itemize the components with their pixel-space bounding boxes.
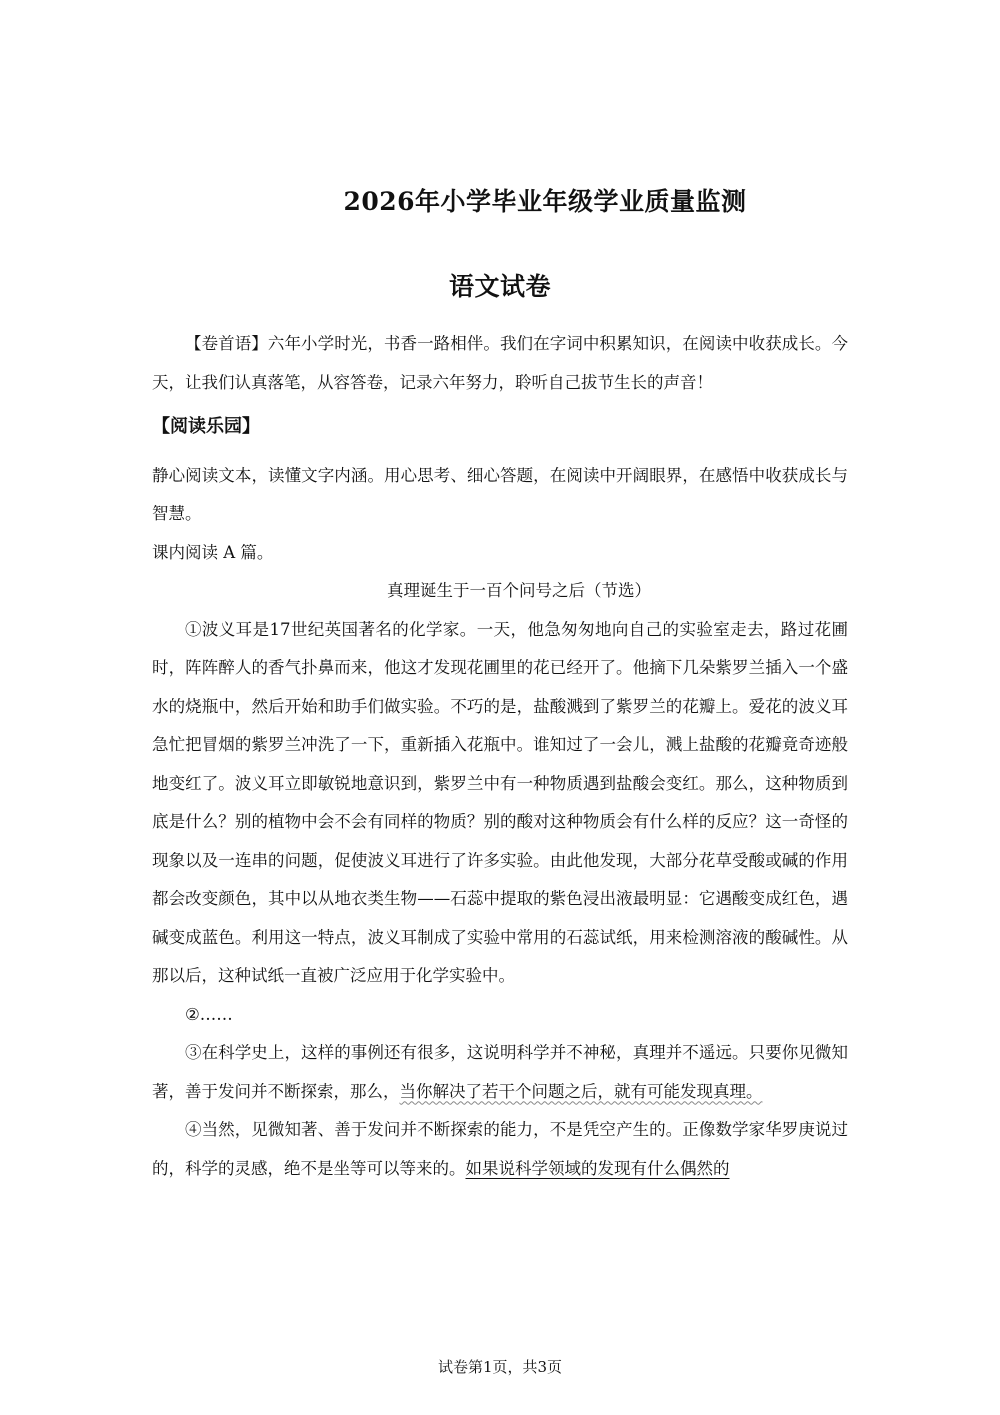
passage-title: 真理诞生于一百个问号之后（节选） xyxy=(387,581,651,600)
passage-paragraph-4 xyxy=(152,1111,848,1188)
intro-paragraph: 【卷首语】六年小学时光，书香一路相伴。我们在字词中积累知识，在阅读中收获成长。今天，让我们认真落笔，从容答卷，记录六年努力，聆听自己拔节生长的声音！ xyxy=(152,334,848,392)
passage-paragraph-2: ②…… xyxy=(185,1004,233,1024)
underlined-sentence: 如果说科学领域的发现有什么偶然的 xyxy=(465,1158,730,1178)
reading-part-label: 课内阅读 A 篇。 xyxy=(152,542,274,562)
passage-paragraph-1: ①波义耳是17世纪英国著名的化学家。一天，他急匆匆地向自己的实验室走去，路过花圃时，阵阵醉人的香气扑鼻而来，他这才发现花圃里的花已经开了。他摘下几朵紫罗兰插入一个盛水的烧瓶中，然后开始和助手们做实验。不巧的是，盐酸溅到了紫罗兰的花瓣上。爱花的波义耳急忙把冒烟的紫罗兰冲洗了一下，重新插入花瓶中。谁知过了一会儿，溅上盐酸的花瓣竟奇迹般地变红了。波义耳立即敏锐地意识到，紫罗兰中有一种物质遇到盐酸会变红。那么，这种物质到底是什么？别的植物中会不会有同样的物质？别的酸对这种物质会有什么样的反应？这一奇怪的现象以及一连串的问题，促使波义耳进行了许多实验。由此他发现，大部分花草受酸或碱的作用都会改变颜色，其中以从地衣类生物——石蕊中提取的紫色浸出液最明显：它遇酸变成红色，遇碱变成蓝色。利用这一特点，波义耳制成了实验中常用的石蕊试纸，用来检测溶液的酸碱性。从那以后，这种试纸一直被广泛应用于化学实验中。 xyxy=(152,619,848,985)
exam-subject-title: 语文试卷 xyxy=(448,272,551,301)
wavy-underlined-sentence: 当你解决了若干个问题之后，就有可能发现真理。 xyxy=(399,1081,763,1101)
page-footer: 试卷第1页，共3页 xyxy=(437,1358,563,1376)
exam-content xyxy=(152,325,848,1188)
paragraph-3-text: ③在科学史上，这样的事例还有很多，这说明科学并不神秘，真理并不遥远。只要你见微知著，善于发问并不断探索，那么， xyxy=(152,1043,848,1101)
paragraph-4-text: ④当然，见微知著、善于发问并不断探索的能力，不是凭空产生的。正像数学家华罗庚说过的，科学的灵感，绝不是坐等可以等来的。 xyxy=(152,1120,848,1178)
exam-title: 2026年小学毕业年级学业质量监测 xyxy=(343,187,747,216)
reading-instruction: 静心阅读文本，读懂文字内涵。用心思考、细心答题，在阅读中开阔眼界，在感悟中收获成长与智慧。 xyxy=(152,465,848,523)
section-heading-reading: 【阅读乐园】 xyxy=(152,416,260,437)
passage-paragraph-3 xyxy=(152,1034,848,1111)
